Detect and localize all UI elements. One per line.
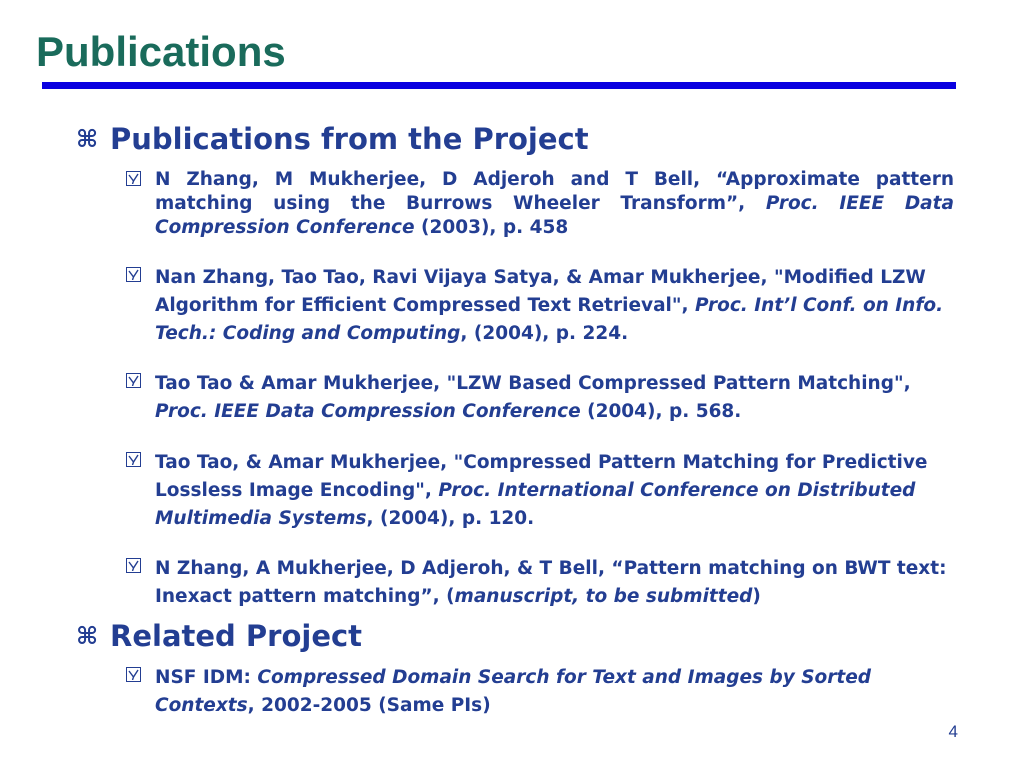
year-page: , (2004), p. 120.	[366, 508, 535, 529]
venue: Proc. IEEE Data Compression Conference	[155, 193, 954, 238]
checkbox-bullet-icon	[126, 267, 141, 282]
venue: Proc. Int’l Conf. on Info. Tech.: Coding and Computing	[155, 295, 944, 344]
project-text	[155, 664, 954, 720]
publication-item	[126, 555, 954, 611]
year-page: (2004), p. 568.	[580, 401, 742, 422]
year-page: )	[752, 586, 761, 607]
publication-item	[126, 264, 954, 348]
publication-text	[155, 264, 954, 348]
publication-text	[155, 555, 954, 611]
checkbox-bullet-icon	[126, 171, 141, 186]
year-page: , (2004), p. 224.	[460, 323, 629, 344]
checkbox-bullet-icon	[126, 558, 141, 573]
title-underline	[42, 82, 956, 89]
venue: Proc. International Conference on Distributed Multimedia Systems	[155, 480, 916, 529]
related-project-item	[126, 664, 954, 720]
page-number: 4	[948, 722, 958, 741]
venue: manuscript, to be submitted	[454, 586, 753, 607]
command-bullet-icon: ⌘	[76, 125, 99, 153]
checkbox-bullet-icon	[126, 373, 141, 388]
publication-text	[155, 449, 954, 533]
authors-title: N Zhang, A Mukherjee, D Adjeroh, & T Bell, “Pattern matching on BWT text: Inexact pattern matching”, (	[155, 558, 947, 607]
publication-item	[126, 370, 954, 426]
checkbox-bullet-icon	[126, 667, 141, 682]
authors-title: Tao Tao, & Amar Mukherjee, "Compressed Pattern Matching for Predictive Lossless Image Encoding",	[155, 452, 928, 501]
section-heading-text: Related Project	[110, 619, 363, 653]
section-heading-related	[76, 619, 362, 653]
checkbox-bullet-icon	[126, 452, 141, 467]
year-page: (2003), p. 458	[414, 217, 569, 238]
section-heading-publications	[76, 122, 589, 156]
publication-text	[155, 370, 954, 426]
publication-item	[126, 449, 954, 533]
authors-title: Tao Tao & Amar Mukherjee, "LZW Based Compressed Pattern Matching",	[155, 373, 911, 394]
authors-title: Nan Zhang, Tao Tao, Ravi Vijaya Satya, & Amar Mukherjee, "Modified LZW Algorithm for Efficient Compressed Text Retrieval",	[155, 267, 926, 316]
grant-label: NSF IDM:	[155, 667, 258, 688]
publication-item	[126, 168, 954, 240]
project-title: Compressed Domain Search for Text and Images by Sorted Contexts	[155, 667, 872, 716]
venue: Proc. IEEE Data Compression Conference	[155, 401, 581, 422]
command-bullet-icon: ⌘	[76, 622, 99, 650]
section-heading-text: Publications from the Project	[110, 122, 589, 156]
authors-title: N Zhang, M Mukherjee, D Adjeroh and T Bell, “Approximate pattern matching using the Burrows Wheeler Transform”,	[155, 169, 954, 214]
project-dates: , 2002-2005 (Same PIs)	[247, 695, 491, 716]
publication-text	[155, 168, 954, 240]
slide-title: Publications	[36, 28, 286, 75]
